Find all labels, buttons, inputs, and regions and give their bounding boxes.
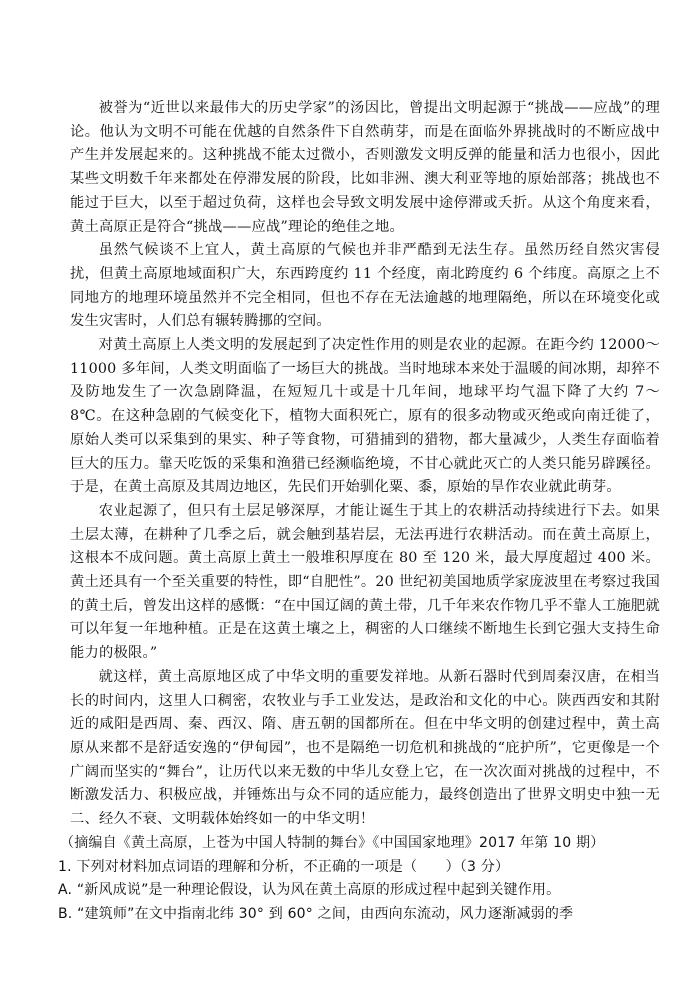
document-body [58,97,660,927]
source-citation: （摘编自《黄土高原，上苍为中国人特制的舞台》《中国国家地理》2017 年第 10 期） [60,834,605,851]
paragraph-toynbee-theory: 被誉为“近世以来最伟大的历史学家”的汤因比，曾提出文明起源于“挑战——应战”的理论。他认为文明不可能在优越的自然条件下自然萌芽，而是在面临外界挑战时的不断应战中产生并发展起来的。这种挑战不能太过微小，否则激发文明反弹的能量和活力也很小，因此某些文明数千年来都处在停滞发展的阶段，比如非洲、澳大利亚等地的原始部落；挑战也不能过于巨大，以至于超过负荷，这样也会导致文明发展中途停滞或夭折。从这个角度来看，黄土高原正是符合“挑战——应战”理论的绝佳之地。 [70,100,660,235]
paragraph-agriculture-origin: 对黄土高原上人类文明的发展起到了决定性作用的则是农业的起源。在距今约 12000～11000 多年间，人类文明面临了一场巨大的挑战。当时地球本来处于温暖的间冰期，却猝不及防地发生了一次急剧降温，在短短几十或是十几年间，地球平均气温下降了大约 7～8℃。在这种急剧的气候变化下，植物大面积死亡，原有的很多动物或灭绝或向南迁徙了，原始人类可以采集到的果实、种子等食物，可猎捕到的猎物，都大量减少，人类生存面临着巨大的压力。靠天吃饭的采集和渔猎已经濒临绝境，不甘心就此灭亡的人类只能另辟蹊径。于是，在黄土高原及其周边地区，先民们开始驯化粟、黍，原始的旱作农业就此萌芽。 [70,337,660,496]
paragraph-climate: 虽然气候谈不上宜人，黄土高原的气候也并非严酷到无法生存。虽然历经自然灾害侵扰，但黄土高原地域面积广大，东西跨度约 11 个经度，南北跨度约 6 个纬度。高原之上不同地方的地理环境虽然并不完全相同，但也不存在无法逾越的地理隔绝，所以在环境变化或发生灾害时，人们总有辗转腾挪的空间。 [70,242,660,330]
question-option-a: A. “新风成说”是一种理论假设，认为风在黄土高原的形成过程中起到关键作用。 [58,882,561,899]
paragraph-civilization-cradle: 就这样，黄土高原地区成了中华文明的重要发祥地。从新石器时代到周秦汉唐，在相当长的时间内，这里人口稠密，农牧业与手工业发达，是政治和文化的中心。陕西西安和其附近的咸阳是西周、秦、西汉、隋、唐五朝的国都所在。但在中华文明的创建过程中，黄土高原从来都不是舒适安逸的“伊甸园”，也不是隔绝一切危机和挑战的“庇护所”，它更像是一个广阔而坚实的“舞台”，让历代以来无数的中华儿女登上它，在一次次面对挑战的过程中，不断激发活力、积极应战，并锤炼出与众不同的适应能力，最终创造出了世界文明史中独一无二、经久不衰、文明载体始终如一的中华文明！ [70,668,660,828]
question-option-b: B. “建筑师”在文中指南北纬 30° 到 60° 之间，由西向东流动，风力逐渐减弱的季 [58,905,574,922]
paragraph-loess-soil: 农业起源了，但只有土层足够深厚，才能让诞生于其上的农耕活动持续进行下去。如果土层太薄，在耕种了几季之后，就会触到基岩层，无法再进行农耕活动。而在黄土高原上，这根本不成问题。黄土高原上黄土一般堆积厚度在 80 至 120 米，最大厚度超过 400 米。黄土还具有一个至关重要的特性，即“自肥性”。20 世纪初美国地质学家庞波里在考察过我国的黄土后，曾发出这样的感慨：“在中国辽阔的黄土带，几千年来农作物几乎不靠人工施肥就可以年复一年地种植。正是在这黄土壤之上，稠密的人口继续不断地生长到它强大支持生命能力的极限。” [70,502,660,662]
question-stem: 1. 下列对材料加点词语的理解和分析，不正确的一项是（ ）（3 分） [58,858,510,875]
